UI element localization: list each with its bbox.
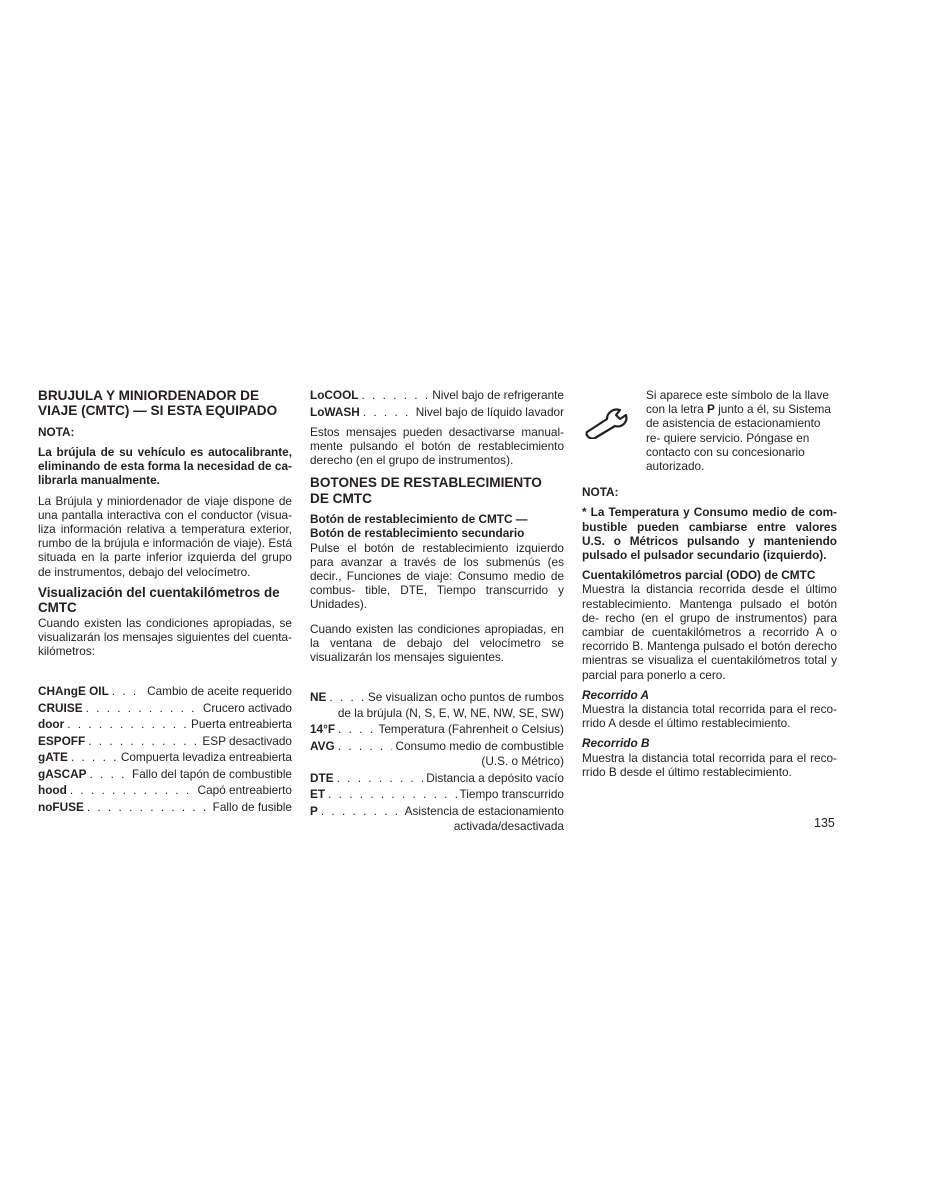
- message-code: gATE: [38, 750, 68, 765]
- dot-leader: [87, 800, 210, 814]
- subheading-odometer-display: Visualización del cuentakilómetros de CMTC: [38, 584, 280, 615]
- dot-leader: [90, 767, 129, 781]
- wrench-symbol-text: Si aparece este símbolo de la llave con la letra P junto a él, su Sistema de asistencia de estacionamiento re- quiere servicio. Póngase en contacto con su concesionario autorizado.: [646, 388, 831, 474]
- message-meaning: Consumo medio de combustible: [395, 738, 564, 753]
- paragraph-odo: Muestra la distancia recorrida desde el último restablecimiento. Mantenga pulsado el botón de- recho (en el grupo de instrumentos) para cambiar de cuentakilómetros a recorrido A o recorrido B. Mantenga pulsado el botón derecho mientras se visualiza el cuentakilómetros total y parcial para ponerlo a cero.: [582, 582, 837, 682]
- column-3: [582, 388, 837, 785]
- message-meaning: Fallo de fusible: [212, 799, 292, 814]
- message-code: AVG: [310, 738, 335, 753]
- message-row: [310, 804, 564, 818]
- message-code: P: [310, 803, 318, 818]
- message-meaning: Distancia a depósito vacío: [426, 770, 564, 785]
- column-2: [310, 388, 564, 836]
- dot-leader: [362, 388, 430, 402]
- message-code: noFUSE: [38, 799, 84, 814]
- message-meaning: Capó entreabierto: [197, 783, 292, 798]
- message-code: DTE: [310, 770, 334, 785]
- dot-leader: [71, 750, 118, 764]
- section-heading-reset-buttons: BOTONES DE RESTABLECIMIENTO DE CMTC: [310, 475, 542, 506]
- dot-leader: [329, 690, 365, 704]
- dot-leader: [86, 701, 200, 715]
- message-meaning: Compuerta levadiza entreabierta: [120, 750, 292, 765]
- message-list: [38, 684, 292, 814]
- column-1: [38, 388, 292, 816]
- message-meaning: Cambio de aceite requerido: [147, 684, 292, 699]
- message-list-continued: [310, 388, 564, 419]
- message-code: hood: [38, 783, 67, 798]
- paragraph-deactivate: Estos mensajes pueden desactivarse manual- mente pulsando el botón de restablecimiento derecho (en el grupo de instrumentos).: [310, 424, 564, 468]
- message-meaning-continued: activada/desactivada: [453, 819, 564, 834]
- paragraph-trip-a: Muestra la distancia total recorrida para el reco- rrido A desde el último restablecimiento.: [582, 702, 837, 731]
- paragraph-description: La Brújula y miniordenador de viaje dispone de una pantalla interactiva con el conductor (visua- liza información relativa a temperatura exterior, rumbo de la brújula e información de viaje). Está situada en la parte inferior izquierda del grupo de instrumentos, debajo del velocímetro.: [38, 493, 292, 579]
- message-row: [38, 800, 292, 814]
- paragraph-window-messages: Cuando existen las condiciones apropiadas, en la ventana de debajo del velocímetro se visualizarán los mensajes siguientes.: [310, 621, 564, 664]
- paragraph-trip-b: Muestra la distancia total recorrida para el reco- rrido B desde el último restablecimiento.: [582, 750, 837, 779]
- message-row: [38, 750, 292, 764]
- nota-label: NOTA:: [38, 424, 75, 439]
- message-code: gASCAP: [38, 766, 87, 781]
- message-row: [38, 701, 292, 715]
- message-code: ESPOFF: [38, 733, 86, 748]
- message-meaning: Crucero activado: [202, 700, 292, 715]
- subheading-reset-button: Botón de restablecimiento de CMTC — Botón de restablecimiento secundario: [310, 512, 528, 541]
- paragraph-reset-instructions: Pulse el botón de restablecimiento izquierdo para avanzar a través de los submenús (es decir., Funciones de viaje: Consumo medio de combus- tible, DTE, Tiempo transcurrido y Unidades).: [310, 540, 564, 612]
- message-code: NE: [310, 690, 327, 705]
- message-meaning-continued: de la brújula (N, S, E, W, NE, NW, SE, SW): [337, 705, 564, 720]
- subheading-trip-a: Recorrido A: [582, 687, 650, 702]
- message-meaning: Nivel bajo de refrigerante: [432, 388, 564, 402]
- message-meaning: Fallo del tapón de combustible: [131, 766, 292, 781]
- function-list: [310, 690, 564, 833]
- message-meaning: Se visualizan ocho puntos de rumbos: [367, 690, 564, 705]
- message-code: ET: [310, 787, 326, 802]
- message-code: door: [38, 717, 65, 732]
- message-meaning: Temperatura (Fahrenheit o Celsius): [378, 722, 564, 737]
- dot-leader: [112, 684, 144, 698]
- message-code: LoWASH: [310, 404, 360, 419]
- dot-leader: [321, 804, 402, 818]
- message-meaning-continued: (U.S. o Métrico): [481, 754, 564, 769]
- dot-leader: [70, 783, 195, 797]
- message-row: [38, 783, 292, 797]
- message-meaning: Nivel bajo de líquido lavador: [415, 404, 564, 419]
- message-code: 14°F: [310, 722, 336, 737]
- dot-leader: [338, 722, 375, 736]
- message-row: [310, 722, 564, 736]
- paragraph-odometer-messages: Cuando existen las condiciones apropiadas, se visualizarán los mensajes siguientes del cuenta- kilómetros:: [38, 615, 292, 659]
- message-row: [38, 684, 292, 698]
- subheading-odo: Cuentakilómetros parcial (ODO) de CMTC: [582, 568, 816, 583]
- message-row: [310, 771, 564, 785]
- nota-text: La brújula de su vehículo es autocalibrante, eliminando de esta forma la necesidad de ca- librarla manualmente.: [38, 445, 292, 488]
- message-code: CHAngE OIL: [38, 684, 109, 699]
- message-code: LoCOOL: [310, 388, 359, 402]
- message-row: [310, 787, 564, 801]
- message-row: [38, 734, 292, 748]
- dot-leader: [363, 405, 413, 419]
- dot-leader: [67, 717, 188, 731]
- nota-text: * La Temperatura y Consumo medio de com- bustible pueden cambiarse entre valores U.S. o Métricos pulsando y manteniendo pulsado el pulsador secundario (izquierdo).: [582, 505, 837, 563]
- page-number: 135: [814, 816, 835, 830]
- message-row: [310, 405, 564, 419]
- message-row: [310, 690, 564, 704]
- nota-label: NOTA:: [582, 485, 619, 500]
- dot-leader: [328, 787, 456, 801]
- message-row: [310, 739, 564, 753]
- dot-leader: [337, 771, 424, 785]
- message-meaning: ESP desactivado: [202, 733, 292, 748]
- message-meaning: Puerta entreabierta: [191, 717, 292, 732]
- dot-leader: [88, 734, 199, 748]
- message-meaning: Asistencia de estacionamiento: [404, 803, 564, 818]
- message-code: CRUISE: [38, 700, 83, 715]
- dot-leader: [338, 739, 393, 753]
- message-row: [38, 717, 292, 731]
- message-row: [38, 767, 292, 781]
- subheading-trip-b: Recorrido B: [582, 736, 650, 751]
- message-row: [310, 388, 564, 402]
- section-heading-cmtc: BRUJULA Y MINIORDENADOR DE VIAJE (CMTC) — SI ESTA EQUIPADO: [38, 388, 278, 419]
- message-meaning: Tiempo transcurrido: [459, 787, 564, 802]
